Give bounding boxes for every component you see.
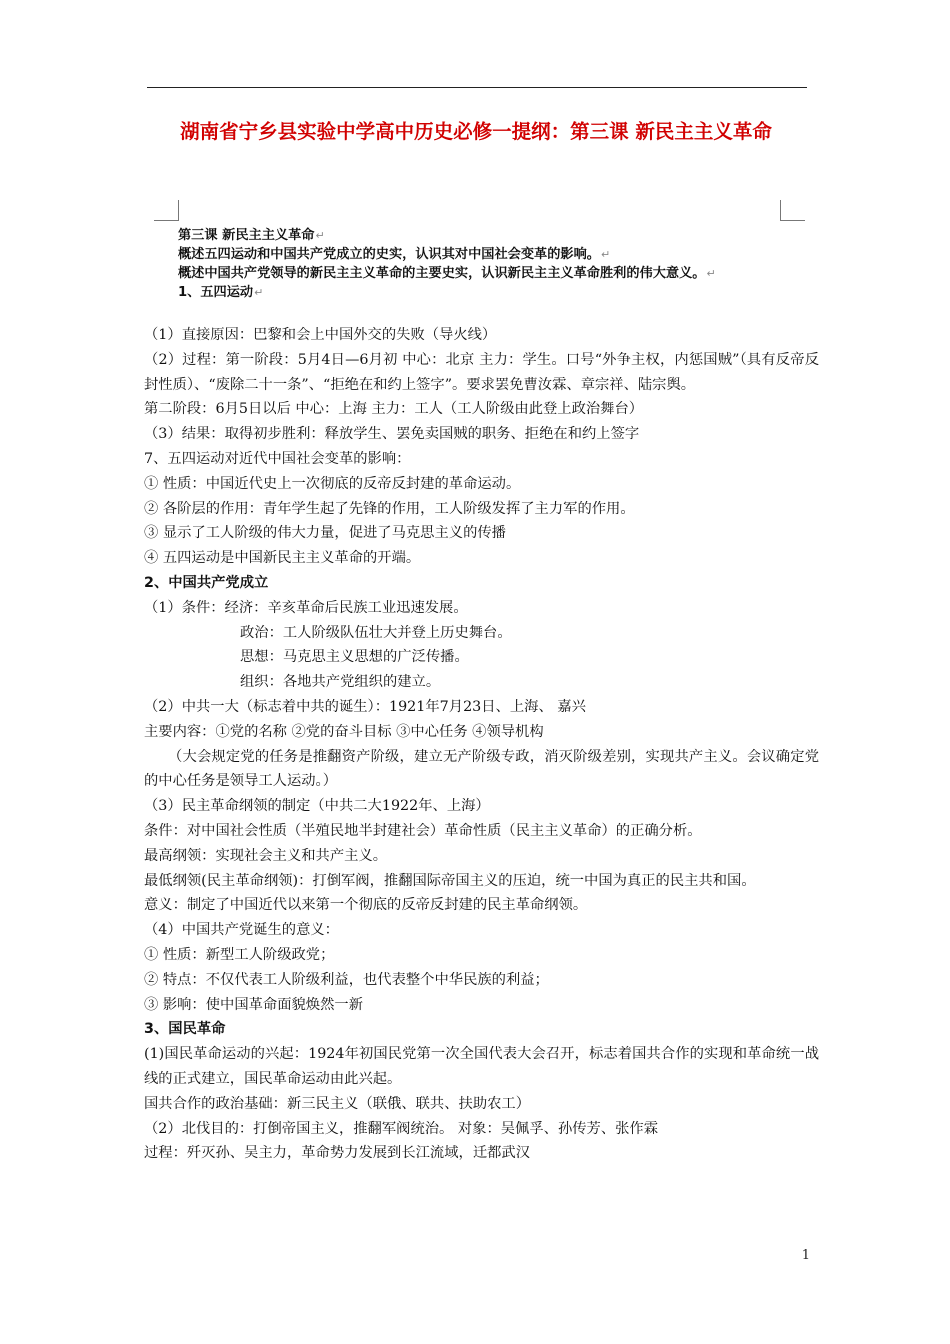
body-line: 7、五四运动对近代中国社会变革的影响： <box>144 450 411 467</box>
section-heading: 2、中国共产党成立 <box>144 574 269 591</box>
header-rule <box>147 87 807 88</box>
body-line: 意义：制定了中国近代以来第一个彻底的反帝反封建的民主革命纲领。 <box>144 897 588 914</box>
body-paragraph: （大会规定党的任务是推翻资产阶级，建立无产阶级专政，消灭阶级差别，实现共产主义。会议确定党的中心任务是领导工人运动。） <box>144 748 819 790</box>
margin-corner-mark-right <box>780 200 805 221</box>
document-body <box>144 323 819 1166</box>
body-line: ① 性质：中国近代史上一次彻底的反帝反封建的革命运动。 <box>144 475 521 492</box>
body-line: （3）结果：取得初步胜利：释放学生、罢免卖国贼的职务、拒绝在和约上签字 <box>144 426 640 443</box>
document-title: 湖南省宁乡县实验中学高中历史必修一提纲：第三课 新民主主义革命 <box>180 120 772 143</box>
body-line: 第二阶段：6月5日以后 中心：上海 主力：工人（工人阶级由此登上政治舞台） <box>144 401 644 418</box>
body-line: （1）条件：经济：辛亥革命后民族工业迅速发展。 <box>144 599 468 616</box>
embedded-line: 概述五四运动和中国共产党成立的史实，认识其对中国社会变革的影响。↵ <box>178 247 611 262</box>
section-heading: 3、国民革命 <box>144 1021 226 1038</box>
embedded-line: 概述中国共产党领导的新民主主义革命的主要史实，认识新民主主义革命胜利的伟大意义。↵ <box>178 266 716 281</box>
embedded-heading-block <box>178 226 798 302</box>
body-line: 国共合作的政治基础：新三民主义（联俄、联共、扶助农工） <box>144 1095 531 1112</box>
body-line: ② 特点：不仅代表工人阶级利益，也代表整个中华民族的利益； <box>144 971 549 988</box>
body-line: ② 各阶层的作用：青年学生起了先锋的作用，工人阶级发挥了主力军的作用。 <box>144 500 635 517</box>
body-line: 政治：工人阶级队伍壮大并登上历史舞台。 <box>240 624 512 641</box>
paragraph-mark: ↵ <box>315 229 325 242</box>
page-number: 1 <box>801 1248 810 1263</box>
body-line: 过程：歼灭孙、吴主力，革命势力发展到长江流域，迁都武汉 <box>144 1145 531 1162</box>
body-line: （4）中国共产党诞生的意义： <box>144 922 339 939</box>
body-line: 思想：马克思主义思想的广泛传播。 <box>240 649 469 666</box>
body-line: 最高纲领：实现社会主义和共产主义。 <box>144 847 388 864</box>
body-line: ① 性质：新型工人阶级政党； <box>144 946 335 963</box>
body-paragraph: (1)国民革命运动的兴起：1924年初国民党第一次全国代表大会召开，标志着国共合作的实现和革命统一战线的正式建立，国民革命运动由此兴起。 <box>144 1046 819 1087</box>
body-line: （2）北伐目的：打倒帝国主义，推翻军阀统治。 对象：吴佩孚、孙传芳、张作霖 <box>144 1120 659 1137</box>
body-paragraph: （2）过程：第一阶段：5月4日—6月初 中心：北京 主力：学生。口号“外争主权，内惩国贼”（具有反帝反封性质）、“废除二十一条”、“拒绝在和约上签字”。要求罢免曹汝霖、章宗祥、陆宗舆。 <box>144 351 819 393</box>
body-line: ④ 五四运动是中国新民主主义革命的开端。 <box>144 550 421 567</box>
body-line: ③ 影响：使中国革命面貌焕然一新 <box>144 996 363 1013</box>
body-line: （1）直接原因：巴黎和会上中国外交的失败（导火线） <box>144 327 497 343</box>
body-paragraph: 最低纲领(民主革命纲领)：打倒军阀，推翻国际帝国主义的压迫，统一中国为真正的民主共和国。 <box>144 872 756 889</box>
embedded-line: 1、五四运动↵ <box>178 285 264 300</box>
body-line: ③ 显示了工人阶级的伟大力量，促进了马克思主义的传播 <box>144 525 506 542</box>
body-line: 条件：对中国社会性质（半殖民地半封建社会）革命性质（民主主义革命）的正确分析。 <box>144 822 702 839</box>
body-line: （3）民主革命纲领的制定（中共二大1922年、上海） <box>144 798 490 815</box>
body-line: 组织：各地共产党组织的建立。 <box>240 674 441 691</box>
paragraph-mark: ↵ <box>706 267 716 280</box>
paragraph-mark: ↵ <box>254 286 264 299</box>
margin-corner-mark-left <box>154 200 179 221</box>
paragraph-mark: ↵ <box>601 248 611 261</box>
embedded-line: 第三课 新民主主义革命↵ <box>178 228 325 243</box>
body-line: （2）中共一大（标志着中共的诞生）：1921年7月23日、上海、 嘉兴 <box>144 698 586 715</box>
body-line: 主要内容：①党的名称 ②党的奋斗目标 ③中心任务 ④领导机构 <box>144 723 544 740</box>
